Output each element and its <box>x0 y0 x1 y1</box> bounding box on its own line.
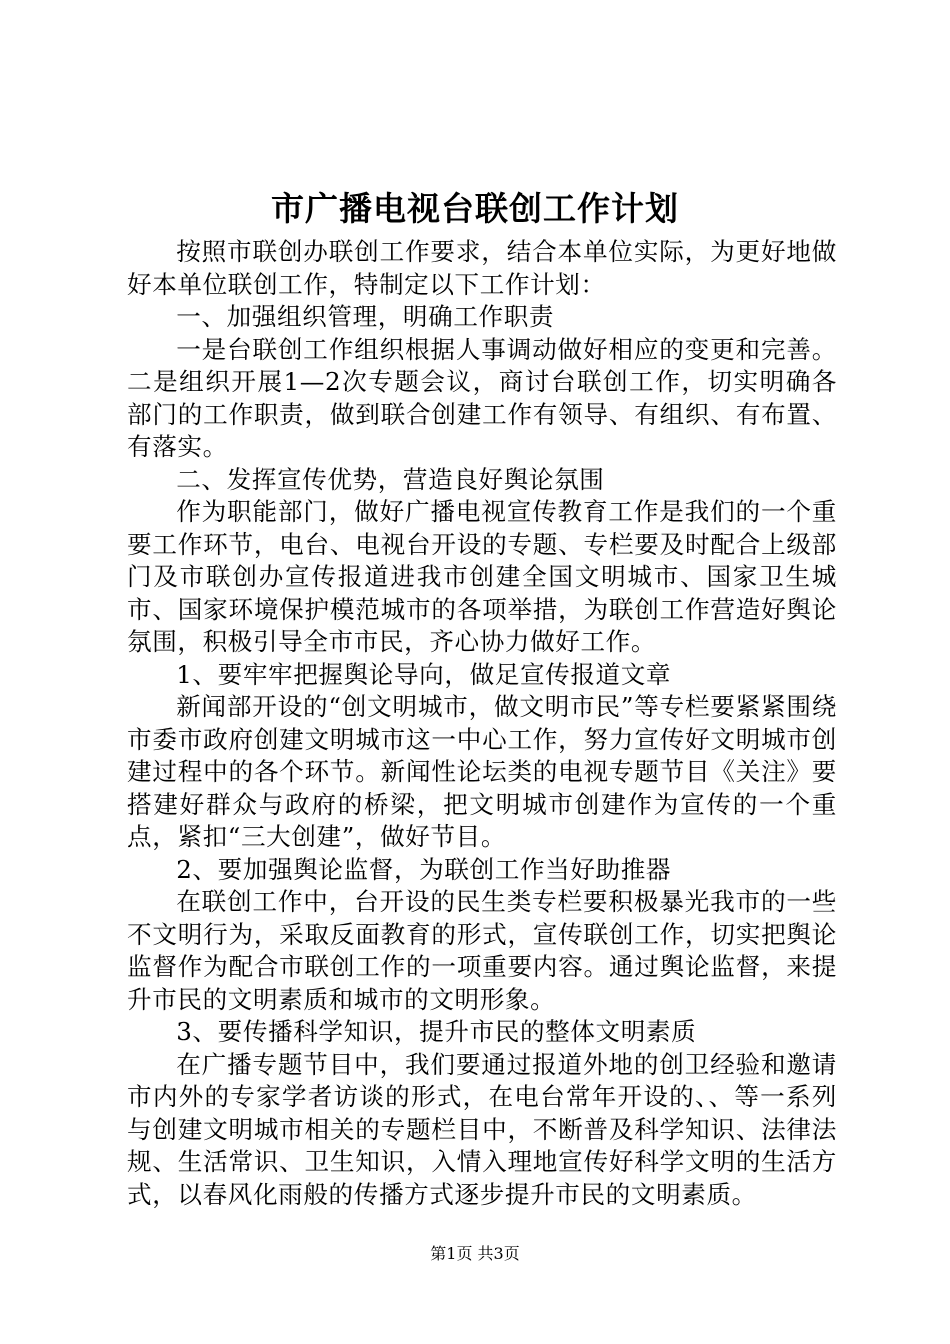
paragraph-organization: 一是台联创工作组织根据人事调动做好相应的变更和完善。二是组织开展1—2次专题会议，商讨台联创工作，切实明确各部门的工作职责，做到联合创建工作有领导、有组织、有布置、有落实。 <box>127 334 837 461</box>
subsection-heading-1: 1、要牢牢把握舆论导向，做足宣传报道文章 <box>176 659 672 689</box>
document-title: 市广播电视台联创工作计划 <box>271 189 679 228</box>
document-body <box>127 236 837 1211</box>
section-heading-1: 一、加强组织管理，明确工作职责 <box>176 302 555 331</box>
subsection-heading-2: 2、要加强舆论监督，为联创工作当好助推器 <box>176 854 672 884</box>
paragraph-supervision: 在联创工作中，台开设的民生类专栏要积极暴光我市的一些不文明行为，采取反面教育的形式，宣传联创工作，切实把舆论监督作为配合市联创工作的一项重要内容。通过舆论监督，来提升市民的文明素质和城市的文明形象。 <box>127 887 837 1014</box>
paragraph-news-columns: 新闻部开设的“创文明城市，做文明市民”等专栏要紧紧围绕市委市政府创建文明城市这一中心工作，努力宣传好文明城市创建过程中的各个环节。新闻性论坛类的电视专题节目《关注》要搭建好群众与政府的桥梁，把文明城市创建作为宣传的一个重点，紧扣“三大创建”，做好节目。 <box>127 692 837 851</box>
section-heading-2: 二、发挥宣传优势，营造良好舆论氛围 <box>176 464 605 494</box>
paragraph-publicity: 作为职能部门，做好广播电视宣传教育工作是我们的一个重要工作环节，电台、电视台开设的专题、专栏要及时配合上级部门及市联创办宣传报道进我市创建全国文明城市、国家卫生城市、国家环境保护模范城市的各项举措，为联创工作营造好舆论氛围，积极引导全市市民，齐心协力做好工作。 <box>127 497 837 656</box>
paragraph-science: 在广播专题节目中，我们要通过报道外地的创卫经验和邀请市内外的专家学者访谈的形式，在电台常年开设的、、等一系列与创建文明城市相关的专题栏目中，不断普及科学知识、法律法规、生活常识、卫生知识，入情入理地宣传好科学文明的生活方式，以春风化雨般的传播方式逐步提升市民的文明素质。 <box>127 1049 837 1209</box>
paragraph-intro: 按照市联创办联创工作要求，结合本单位实际，为更好地做好本单位联创工作，特制定以下工作计划： <box>127 237 837 299</box>
page-footer: 第1页 共3页 <box>430 1244 520 1263</box>
subsection-heading-3: 3、要传播科学知识，提升市民的整体文明素质 <box>176 1017 697 1046</box>
